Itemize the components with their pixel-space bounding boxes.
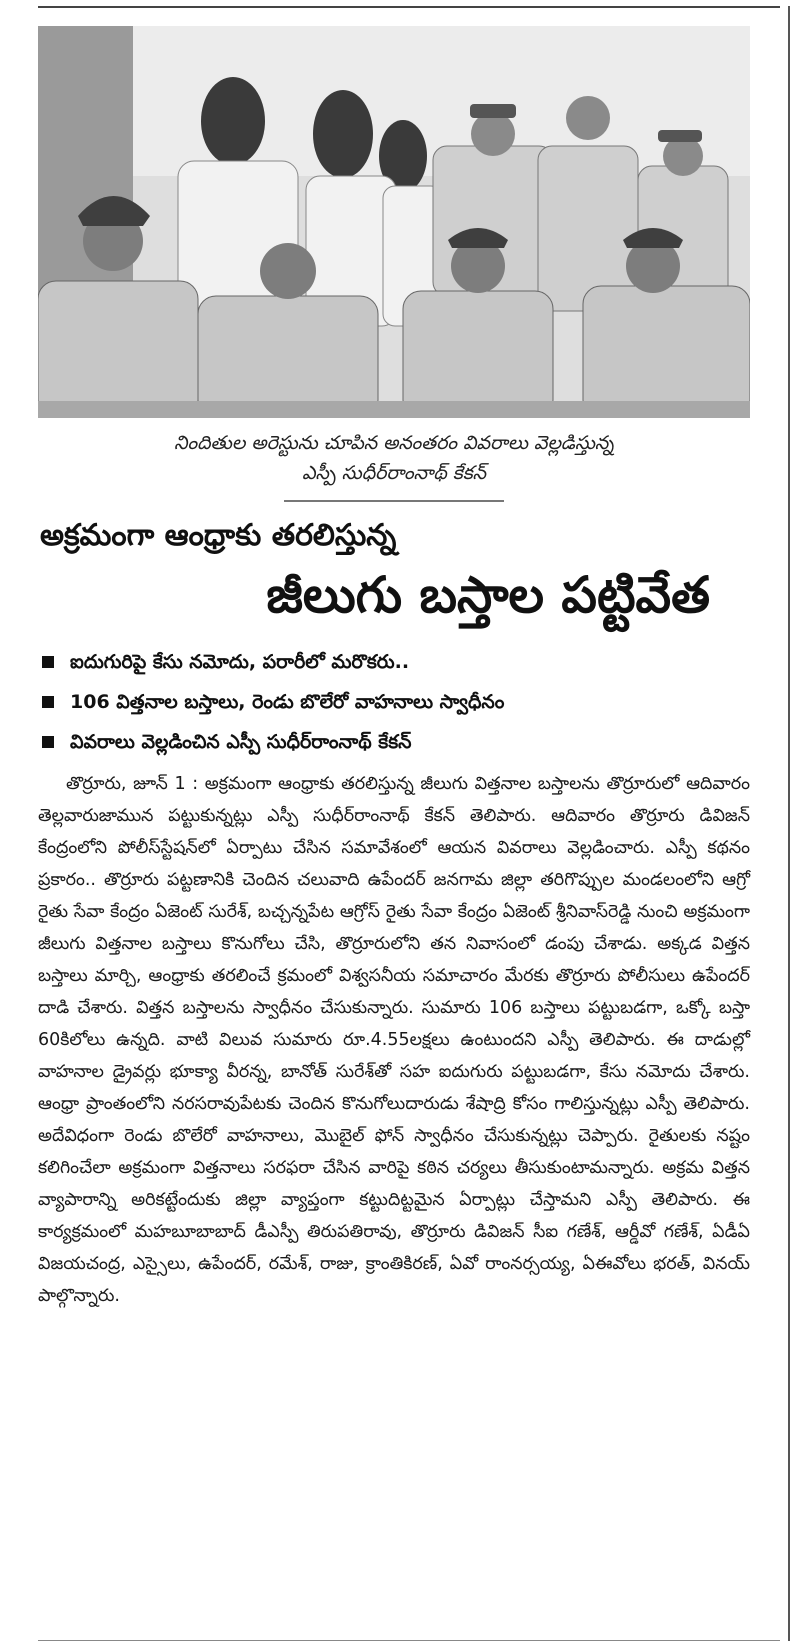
caption-divider	[284, 500, 504, 502]
caption-line-2: ఎస్పీ సుధీర్‌రాంనాథ్ కేకన్	[302, 462, 486, 484]
headline: జీలుగు బస్తాల పట్టివేత	[266, 566, 710, 624]
photo-image	[38, 26, 750, 418]
bullet-item	[38, 642, 750, 682]
bullet-item	[38, 722, 750, 762]
square-bullet-icon	[42, 696, 54, 708]
article-photo	[38, 26, 750, 418]
column-divider	[788, 6, 790, 1641]
bullet-text: 106 విత్తనాల బస్తాలు, రెండు బొలేరో వాహనాలు స్వాధీనం	[70, 691, 505, 713]
bullet-text: వివరాలు వెల్లడించిన ఎస్పీ సుధీర్‌రాంనాథ్ కేకన్	[70, 731, 412, 753]
news-article	[38, 26, 750, 1312]
square-bullet-icon	[42, 656, 54, 668]
headline-kicker: అక్రమంగా ఆంధ్రాకు తరలిస్తున్న	[40, 518, 397, 553]
bullet-item	[38, 682, 750, 722]
bottom-rule	[38, 1640, 780, 1641]
summary-bullets	[38, 642, 750, 762]
square-bullet-icon	[42, 736, 54, 748]
top-rule	[38, 6, 780, 8]
photo-caption	[38, 428, 750, 488]
caption-line-1: నిందితుల అరెస్టును చూపిన అనంతరం వివరాలు వెల్లడిస్తున్న	[174, 432, 614, 454]
bullet-text: ఐదుగురిపై కేసు నమోదు, పరారీలో మరొకరు..	[70, 651, 410, 673]
article-body: తొర్రూరు, జూన్ 1 : అక్రమంగా ఆంధ్రాకు తరలిస్తున్న జీలుగు విత్తనాల బస్తాలను తొర్రూరులో ఆదివారం తెల్లవారుజామున పట్టుకున్నట్లు ఎస్పీ సుధీర్‌రాంనాథ్ కేకన్ తెలిపారు. ఆదివారం తొర్రూరు డివిజన్ కేంద్రంలోని పోలీస్‌స్టేషన్‌లో ఏర్పాటు చేసిన సమావేశంలో ఆయన వివరాలు వెల్లడించారు. ఎస్పీ కథనం ప్రకారం.. తొర్రూరు పట్టణానికి చెందిన చలువాది ఉపేందర్ జనగామ జిల్లా తరిగొప్పుల మండలంలోని ఆగ్రో రైతు సేవా కేంద్రం ఏజెంట్ సురేశ్, బచ్చన్నపేట ఆగ్రోస్ రైతు సేవా కేంద్రం ఏజెంట్ శ్రీనివాస్‌రెడ్డి నుంచి అక్రమంగా జీలుగు విత్తనాల బస్తాలు కొనుగోలు చేసి, తొర్రూరులోని తన నివాసంలో డంపు చేశాడు. అక్కడ విత్తన బస్తాలు మార్చి, ఆంధ్రాకు తరలించే క్రమంలో విశ్వసనీయ సమాచారం మేరకు తొర్రూరు పోలీసులు ఉపేందర్ దాడి చేశారు. విత్తన బస్తాలను స్వాధీనం చేసుకున్నారు. సుమారు 106 బస్తాలు పట్టుబడగా, ఒక్కో బస్తా 60కిలోలు ఉన్నది. వాటి విలువ సుమారు రూ.4.55లక్షలు ఉంటుందని ఎస్పీ తెలిపారు. ఈ దాడుల్లో వాహనాల డ్రైవర్లు భూక్యా వీరన్న, బానోత్ సురేశ్‌తో సహ ఐదుగురు పట్టుబడగా, కేసు నమోదు చేశారు. ఆంధ్రా ప్రాంతంలోని నరసరావుపేటకు చెందిన కొనుగోలుదారుడు శేషాద్రి కోసం గాలిస్తున్నట్లు ఎస్పీ తెలిపారు. అదేవిధంగా రెండు బొలేరో వాహనాలు, మొబైల్ ఫోన్ స్వాధీనం చేసుకున్నట్లు చెప్పారు. రైతులకు నష్టం కలిగించేలా అక్రమంగా విత్తనాలు సరఫరా చేసిన వారిపై కఠిన చర్యలు తీసుకుంటామన్నారు. అక్రమ విత్తన వ్యాపారాన్ని అరికట్టేందుకు జిల్లా వ్యాప్తంగా కట్టుదిట్టమైన ఏర్పాట్లు చేస్తామని ఎస్పీ తెలిపారు. ఈ కార్యక్రమంలో మహబూబాబాద్ డీఎస్పీ తిరుపతిరావు, తొర్రూరు డివిజన్ సీఐ గణేశ్, ఆర్డీవో గణేశ్, ఏడీఏ విజయచంద్ర, ఎస్సైలు, ఉపేందర్, రమేశ్, రాజు, క్రాంతికిరణ్, ఏవో రాంనర్సయ్య, ఏఈవోలు భరత్, వినయ్ పాల్గొన్నారు.	[38, 774, 751, 1306]
